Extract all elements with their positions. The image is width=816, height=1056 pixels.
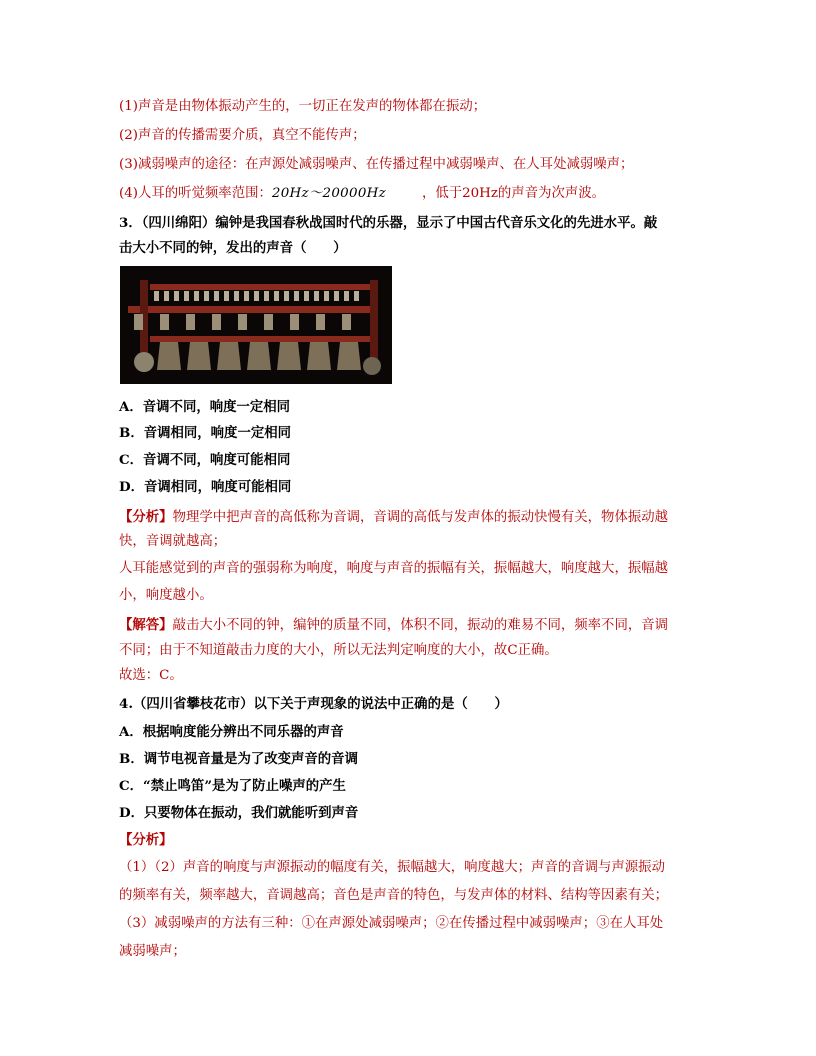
q3-analysis-line-2: 快，音调就越高； [119, 534, 227, 549]
q3-analysis-line-4: 小，响度越小。 [119, 588, 213, 603]
frequency-range-formula: 20Hz～20000Hz [271, 186, 386, 201]
q3-option-b: B．音调相同，响度一定相同 [119, 425, 292, 441]
note-4 [119, 184, 736, 204]
q3-option-d: D．音调相同，响度可能相同 [119, 479, 292, 495]
q3-answer-line-2: 不同；由于不知道敲击力度的大小，所以无法判定响度的大小，故C正确。 [119, 643, 558, 658]
q4-option-c: C．“禁止鸣笛”是为了防止噪声的产生 [119, 778, 346, 794]
q3-option-c: C．音调不同，响度可能相同 [119, 452, 291, 468]
q4-option-b: B．调节电视音量是为了改变声音的音调 [119, 751, 358, 767]
q3-option-a: A．音调不同，响度一定相同 [119, 399, 291, 415]
q3-answer-text-1: 敲击大小不同的钟，编钟的质量不同，体积不同，振动的难易不同，频率不同，音调 [172, 618, 669, 633]
analysis-tag: 【分析】 [119, 509, 173, 525]
q4-analysis-line-2: 的频率有关，频率越大，音调越高；音色是声音的特色，与发声体的材料、结构等因素有关； [119, 888, 669, 903]
q3-analysis-line-3: 人耳能感觉到的声音的强弱称为响度，响度与声音的振幅有关，振幅越大，响度越大，振幅越 [119, 561, 669, 576]
q3-final-choice: 故选：C。 [119, 668, 183, 683]
q4-option-a: A．根据响度能分辨出不同乐器的声音 [119, 724, 344, 740]
note-1: (1)声音是由物体振动产生的，一切正在发声的物体都在振动； [119, 99, 487, 114]
note-2: (2)声音的传播需要介质，真空不能传声； [119, 128, 366, 143]
note-4-prefix: (4)人耳的听觉频率范围： [119, 186, 272, 201]
note-3: (3)减弱噪声的途径：在声源处减弱噪声、在传播过程中减弱噪声、在人耳处减弱噪声； [119, 157, 634, 172]
bianzhong-bells-photo [120, 266, 392, 384]
q4-analysis-line-4: 减弱噪声； [119, 944, 186, 959]
q4-analysis-line-3: （3）减弱噪声的方法有三种：①在声源处减弱噪声；②在传播过程中减弱噪声；③在人耳处 [119, 916, 664, 931]
q3-analysis-text-1: 物理学中把声音的高低称为音调，音调的高低与发声体的振动快慢有关，物体振动越 [172, 510, 669, 525]
q3-analysis-line-1 [119, 507, 736, 528]
q3-answer-line-1 [119, 615, 736, 636]
q4-option-d: D．只要物体在振动，我们就能听到声音 [119, 805, 359, 821]
note-4-suffix: ，低于20Hz的声音为次声波。 [421, 186, 606, 201]
bianzhong-illustration [120, 266, 392, 384]
q4-analysis-tag: 【分析】 [119, 832, 173, 848]
q4-stem: 4.（四川省攀枝花市）以下关于声现象的说法中正确的是（ ） [119, 696, 508, 712]
answer-tag: 【解答】 [119, 617, 173, 633]
q3-stem-line-2: 击大小不同的钟，发出的声音（ ） [119, 240, 347, 256]
q4-analysis-line-1: （1）（2）声音的响度与声源振动的幅度有关，振幅越大，响度越大；声音的音调与声源振动 [119, 860, 665, 875]
q3-stem-line-1: 3．（四川绵阳）编钟是我国春秋战国时代的乐器，显示了中国古代音乐文化的先进水平。敲 [119, 215, 658, 231]
